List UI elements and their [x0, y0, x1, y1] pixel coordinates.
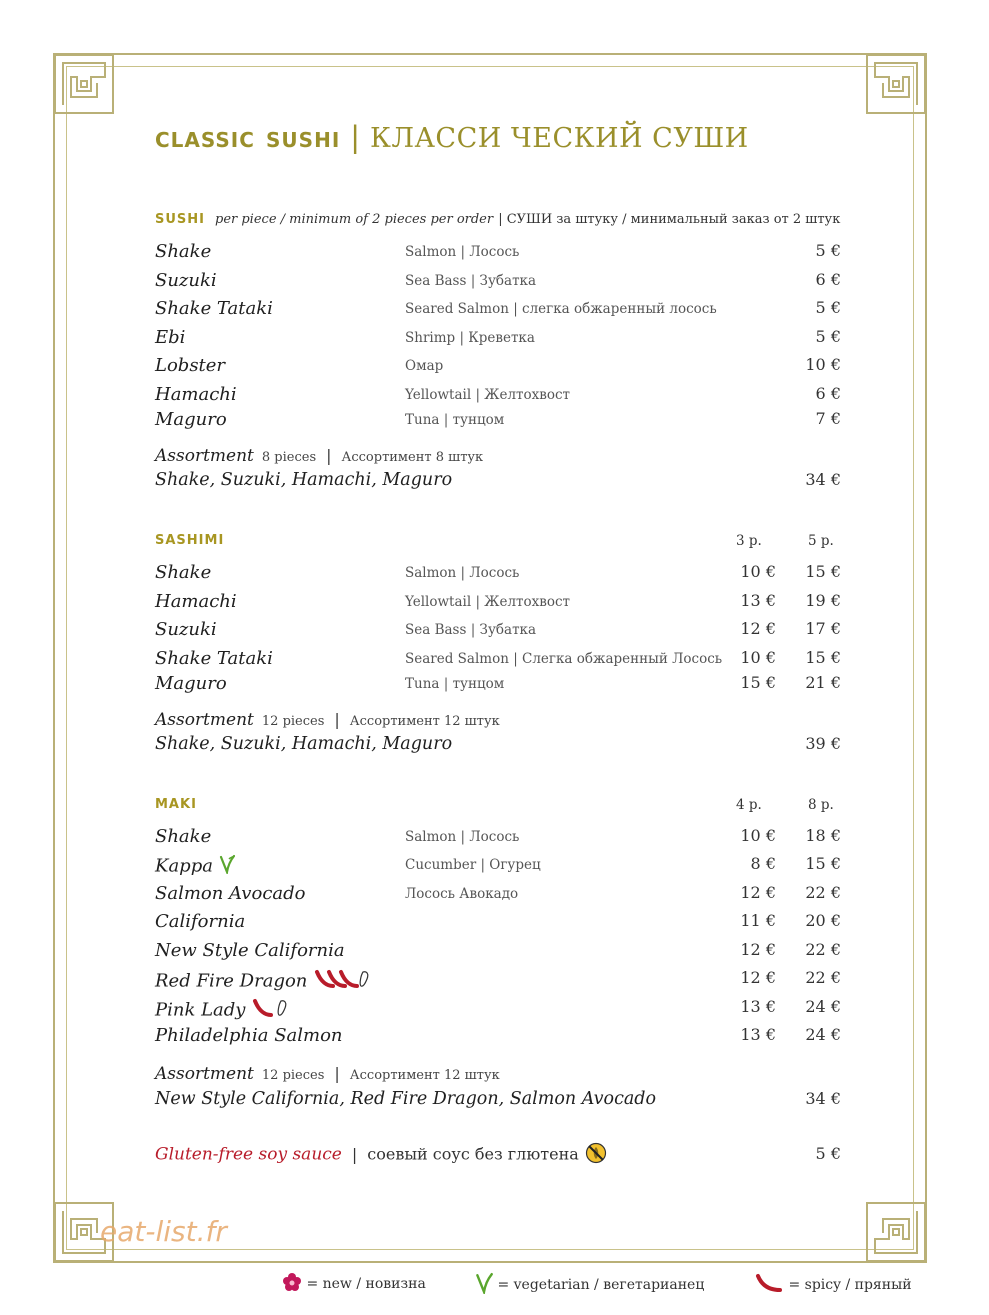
item-name: Shake — [155, 562, 212, 583]
item-name — [155, 968, 373, 995]
item-name: Ebi — [155, 327, 186, 348]
item-name: California — [155, 911, 246, 932]
column-header-3p: 3 p. — [736, 533, 762, 549]
assortment-pieces: 12 pieces — [261, 1068, 325, 1083]
flower-icon — [282, 1272, 302, 1296]
assortment-list: New Style California, Red Fire Dragon, Salmon Avocado — [155, 1089, 657, 1109]
corner-ornament-icon — [865, 1201, 927, 1263]
menu-item — [155, 384, 841, 408]
item-description: Tuna | тунцом — [405, 676, 505, 692]
item-price-large: 22 € — [805, 883, 841, 902]
assortment-pieces: 12 pieces — [261, 714, 325, 729]
item-price-large: 22 € — [805, 940, 841, 959]
item-price: 5 € — [815, 327, 841, 346]
item-price-large: 17 € — [805, 619, 841, 638]
item-name-text: Pink Lady — [155, 999, 246, 1021]
watermark: eat-list.fr — [100, 1215, 227, 1248]
item-price: 5 € — [815, 241, 841, 260]
item-price-small: 12 € — [740, 968, 776, 987]
item-description: Омар — [405, 358, 444, 374]
menu-item — [155, 940, 841, 964]
assortment-header — [155, 446, 483, 466]
assortment-label: Assortment — [155, 710, 254, 730]
column-header-5p: 5 p. — [808, 533, 834, 549]
legend-spicy — [754, 1272, 912, 1298]
section-title: maki — [155, 792, 197, 813]
legend-new — [282, 1272, 426, 1296]
section-note-russian: | СУШИ за штуку / минимальный заказ от 2 штук — [498, 212, 841, 227]
item-name: New Style California — [155, 940, 345, 961]
assortment-price: 34 € — [805, 470, 841, 489]
item-name-text: Kappa — [155, 855, 213, 877]
item-description: Sea Bass | Зубатка — [405, 622, 537, 638]
item-price: 6 € — [815, 270, 841, 289]
item-name: Philadelphia Salmon — [155, 1025, 343, 1046]
item-description: Salmon | Лосось — [405, 565, 520, 581]
assortment-separator: | — [334, 1064, 340, 1083]
item-price-large: 15 € — [805, 854, 841, 873]
menu-item — [155, 355, 841, 379]
item-price-small: 10 € — [740, 562, 776, 581]
menu-item — [155, 241, 841, 265]
assortment-row — [155, 734, 841, 760]
item-price-small: 13 € — [740, 1025, 776, 1044]
item-price-large: 24 € — [805, 1025, 841, 1044]
item-price-large: 19 € — [805, 591, 841, 610]
item-description: Лосось Авокадо — [405, 886, 519, 902]
item-price-small: 10 € — [740, 648, 776, 667]
item-price-small: 12 € — [740, 940, 776, 959]
menu-item — [155, 298, 841, 322]
menu-item — [155, 997, 841, 1021]
item-description: Cucumber | Огурец — [405, 857, 541, 873]
item-price-large: 18 € — [805, 826, 841, 845]
item-name: Shake Tataki — [155, 298, 273, 319]
item-name-text: Red Fire Dragon — [155, 970, 308, 992]
menu-item — [155, 270, 841, 294]
section-header-maki — [155, 792, 197, 813]
section-header-sushi — [155, 207, 840, 228]
item-name: Maguro — [155, 673, 227, 694]
assortment-russian: Ассортимент 8 штук — [341, 450, 484, 465]
assortment-list: Shake, Suzuki, Hamachi, Maguro — [155, 734, 453, 754]
legend-spicy-text: = spicy / пряный — [788, 1277, 912, 1293]
menu-item — [155, 673, 841, 697]
vegetarian-icon — [475, 1272, 493, 1298]
spicy-icon — [251, 997, 291, 1024]
gluten-free-price: 5 € — [815, 1144, 841, 1163]
item-description: Salmon | Лосось — [405, 829, 520, 845]
assortment-header — [155, 1064, 500, 1084]
item-name: Lobster — [155, 355, 226, 376]
item-name: Shake — [155, 826, 212, 847]
menu-item — [155, 409, 841, 433]
page-title-latin: classic sushi — [155, 120, 341, 154]
item-price-small: 13 € — [740, 591, 776, 610]
gluten-free-russian: соевый соус без глютена — [367, 1144, 579, 1164]
column-header-8p: 8 p. — [808, 797, 834, 813]
item-price: 10 € — [805, 355, 841, 374]
page-title-russian: КЛАССИ ЧЕСКИЙ СУШИ — [370, 123, 749, 154]
item-description: Seared Salmon | Слегка обжаренный Лосось — [405, 651, 723, 667]
item-name — [155, 854, 235, 879]
page-title-separator: | — [350, 120, 361, 154]
menu-item — [155, 968, 841, 992]
item-price-small: 13 € — [740, 997, 776, 1016]
assortment-pieces: 8 pieces — [261, 450, 317, 465]
page-title — [155, 120, 749, 154]
item-price: 7 € — [815, 409, 841, 428]
assortment-row — [155, 470, 841, 496]
item-name: Shake Tataki — [155, 648, 273, 669]
item-price-small: 8 € — [750, 854, 776, 873]
assortment-separator: | — [334, 710, 340, 729]
item-price-small: 10 € — [740, 826, 776, 845]
item-name: Shake — [155, 241, 212, 262]
menu-item — [155, 826, 841, 850]
item-name: Hamachi — [155, 384, 237, 405]
assortment-header — [155, 710, 500, 730]
item-price-small: 12 € — [740, 619, 776, 638]
item-name: Suzuki — [155, 270, 217, 291]
item-price-large: 24 € — [805, 997, 841, 1016]
item-name: Maguro — [155, 409, 227, 430]
item-price-large: 15 € — [805, 562, 841, 581]
assortment-label: Assortment — [155, 446, 254, 466]
gluten-free-label: Gluten-free soy sauce — [155, 1144, 342, 1165]
item-price-large: 22 € — [805, 968, 841, 987]
spicy-icon — [754, 1272, 784, 1298]
assortment-price: 34 € — [805, 1089, 841, 1108]
legend-new-text: = new / новизна — [306, 1276, 426, 1292]
spicy-icon — [313, 968, 373, 995]
menu-item — [155, 648, 841, 672]
assortment-separator: | — [326, 446, 332, 465]
section-header-sashimi — [155, 528, 224, 549]
vegetarian-icon — [219, 854, 235, 879]
gluten-free-separator: | — [351, 1144, 358, 1164]
item-price-large: 15 € — [805, 648, 841, 667]
menu-item — [155, 1025, 841, 1049]
item-description: Shrimp | Креветка — [405, 330, 535, 346]
gluten-free-line — [155, 1142, 607, 1168]
corner-ornament-icon — [865, 53, 927, 115]
item-description: Seared Salmon | слегка обжаренный лосось — [405, 301, 717, 317]
menu-item — [155, 911, 841, 935]
assortment-russian: Ассортимент 12 штук — [349, 714, 500, 729]
section-title: sashimi — [155, 528, 225, 549]
assortment-russian: Ассортимент 12 штук — [349, 1068, 500, 1083]
item-price: 5 € — [815, 298, 841, 317]
assortment-row — [155, 1089, 841, 1115]
assortment-list: Shake, Suzuki, Hamachi, Maguro — [155, 470, 453, 490]
menu-item — [155, 883, 841, 907]
item-price-small: 15 € — [740, 673, 776, 692]
legend-vegetarian — [475, 1272, 704, 1298]
section-note: per piece / minimum of 2 pieces per order — [215, 212, 494, 227]
item-description: Salmon | Лосось — [405, 244, 520, 260]
assortment-price: 39 € — [805, 734, 841, 753]
item-name: Suzuki — [155, 619, 217, 640]
menu-item — [155, 854, 841, 878]
item-name: Hamachi — [155, 591, 237, 612]
menu-item — [155, 591, 841, 615]
item-name: Salmon Avocado — [155, 883, 306, 904]
item-description: Yellowtail | Желтохвост — [405, 594, 570, 610]
section-title: sushi — [155, 207, 205, 228]
column-header-4p: 4 p. — [736, 797, 762, 813]
item-description: Yellowtail | Желтохвост — [405, 387, 570, 403]
item-price-small: 11 € — [740, 911, 776, 930]
menu-item — [155, 562, 841, 586]
assortment-label: Assortment — [155, 1064, 254, 1084]
item-price-small: 12 € — [740, 883, 776, 902]
menu-item — [155, 619, 841, 643]
item-name — [155, 997, 291, 1024]
item-price-large: 20 € — [805, 911, 841, 930]
legend-vegetarian-text: = vegetarian / вегетарианец — [497, 1277, 705, 1293]
menu-item — [155, 327, 841, 351]
corner-ornament-icon — [53, 53, 115, 115]
item-price: 6 € — [815, 384, 841, 403]
gluten-free-icon — [585, 1142, 607, 1168]
item-price-large: 21 € — [805, 673, 841, 692]
item-description: Tuna | тунцом — [405, 412, 505, 428]
item-description: Sea Bass | Зубатка — [405, 273, 537, 289]
